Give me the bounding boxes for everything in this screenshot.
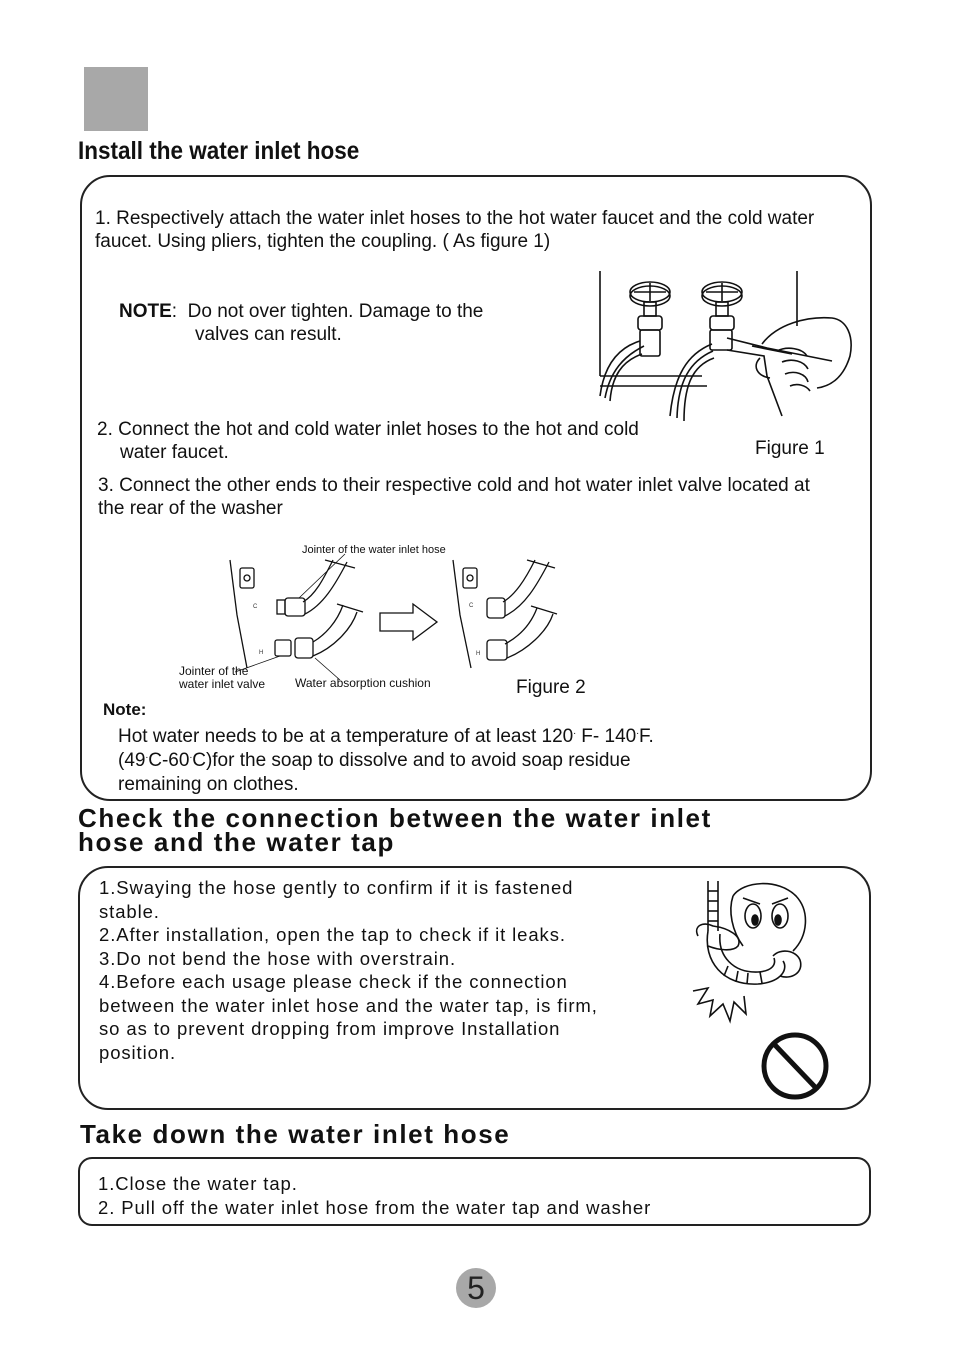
note-line-2: valves can result. — [195, 324, 342, 345]
install-step-2 — [97, 418, 737, 464]
label-c-right: C — [469, 603, 474, 609]
label-jointer-valve-line-1: Jointer of the — [179, 664, 249, 678]
label-h-right: H — [476, 651, 481, 657]
check-list — [99, 876, 699, 1064]
label-h-left: H — [259, 650, 264, 656]
label-jointer-valve — [179, 665, 265, 691]
page-number: 5 — [456, 1268, 496, 1308]
figure-1-caption: Figure 1 — [755, 438, 825, 459]
degree-mark: . — [636, 726, 639, 737]
take-down-line-1: 1.Close the water tap. — [98, 1173, 298, 1194]
label-jointer-valve-line-2: water inlet valve — [179, 677, 266, 691]
take-down-line-2: 2. Pull off the water inlet hose from the water tap and washer — [98, 1196, 652, 1218]
temp-line-1-intro: Hot water needs to be at a temperature of at least 120 — [118, 726, 574, 747]
install-step-3: 3. Connect the other ends to their respective cold and hot water inlet valve located at the rear of the washer — [98, 475, 810, 519]
check-line-2: stable. — [99, 900, 160, 922]
check-line-5: 4.Before each usage please check if the connection — [99, 971, 568, 992]
temp-line-1-mid: F- 140 — [576, 726, 637, 747]
figure-2-caption: Figure 2 — [516, 677, 586, 698]
check-line-7: so as to prevent dropping from improve Installation — [99, 1018, 561, 1039]
section-marker-square — [84, 67, 148, 131]
bent-hose-cartoon-icon — [688, 876, 828, 1041]
check-heading-line-1: Check the connection between the water inlet — [78, 803, 712, 833]
note-label: NOTE — [119, 301, 172, 322]
label-jointer-hose: Jointer of the water inlet hose — [302, 544, 446, 556]
step-2-line-2: water faucet. — [120, 442, 229, 463]
install-step-1: 1. Respectively attach the water inlet hoses to the hot water faucet and the cold water faucet. Using pliers, tighten the coupling. ( As figure 1) — [95, 208, 815, 252]
check-line-1: 1.Swaying the hose gently to confirm if it is fastened — [99, 877, 574, 898]
check-heading — [78, 803, 712, 857]
label-cushion: Water absorption cushion — [295, 676, 431, 690]
figure-1-faucet-pliers-illustration — [592, 266, 862, 436]
step-2-line-1: 2. Connect the hot and cold water inlet hoses to the hot and cold — [97, 419, 639, 440]
install-heading: Install the water inlet hose — [78, 137, 360, 165]
check-line-8: position. — [99, 1041, 177, 1063]
temp-line-2-end: C)for the soap to dissolve and to avoid soap residue — [192, 750, 631, 771]
temp-line-1-end: F. — [639, 726, 654, 747]
degree-mark: . — [189, 750, 193, 761]
note-2-label: Note: — [103, 700, 147, 719]
check-heading-line-2: hose and the water tap — [78, 827, 395, 857]
temp-line-2-open: (49 — [118, 750, 146, 771]
check-line-3: 2.After installation, open the tap to check if it leaks. — [99, 924, 566, 945]
temperature-note — [118, 725, 818, 797]
install-note: NOTE: Do not over tighten. Damage to the valves can result. — [119, 301, 484, 345]
check-line-6: between the water inlet hose and the water tap, is firm, — [99, 994, 598, 1016]
take-down-heading: Take down the water inlet hose — [80, 1119, 511, 1149]
label-c-left: C — [253, 604, 258, 610]
note-line-1: Do not over tighten. Damage to the — [187, 301, 484, 322]
degree-mark: . — [573, 726, 577, 737]
check-line-4: 3.Do not bend the hose with overstrain. — [99, 947, 456, 969]
prohibition-icon — [759, 1030, 831, 1102]
temp-line-3: remaining on clothes. — [118, 774, 299, 795]
take-down-list — [98, 1172, 651, 1219]
degree-mark: . — [145, 750, 149, 761]
temp-line-2-mid: C-60 — [148, 750, 190, 771]
